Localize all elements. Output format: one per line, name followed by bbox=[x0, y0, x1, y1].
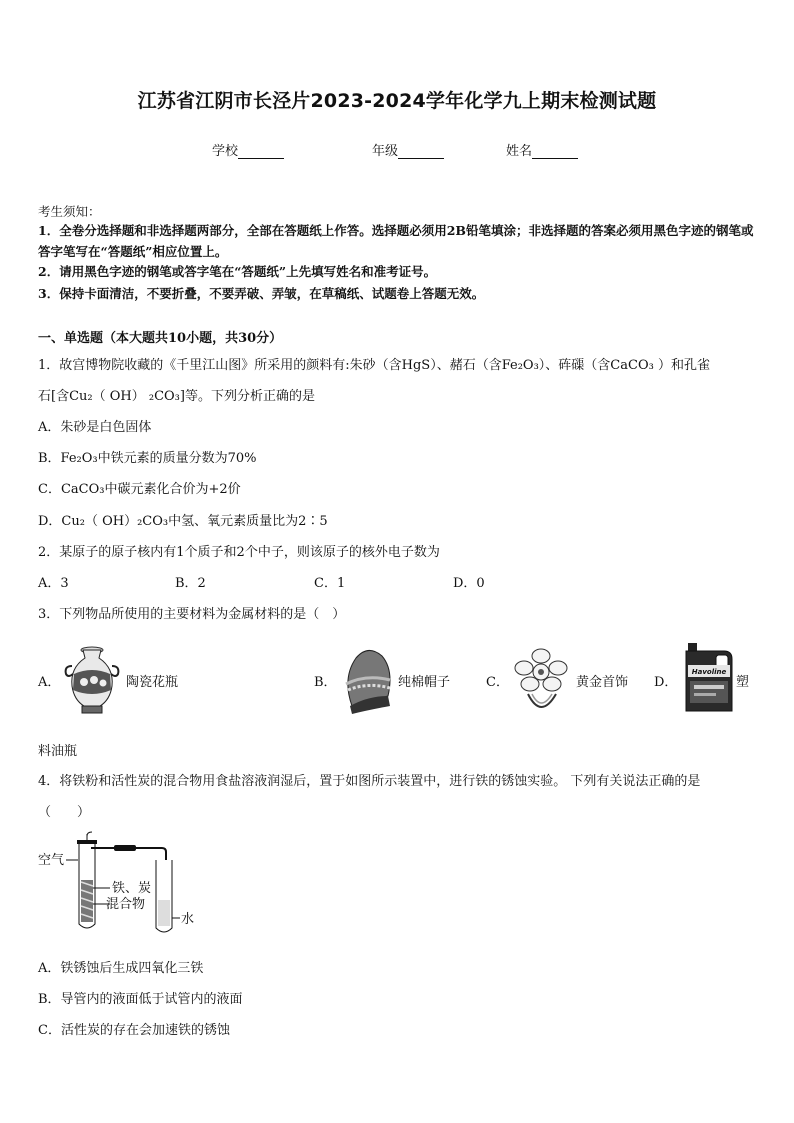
name-blank[interactable] bbox=[532, 144, 578, 159]
bottle-brand: Havoline bbox=[691, 668, 727, 676]
q1-option-a[interactable]: A．朱砂是白色固体 bbox=[38, 420, 152, 435]
q4-option-c[interactable]: C．活性炭的存在会加速铁的锈蚀 bbox=[38, 1023, 230, 1038]
q2-option-d[interactable]: D．0 bbox=[453, 576, 485, 591]
section-heading: 一、单选题（本大题共10小题，共30分） bbox=[38, 331, 283, 346]
school-field[interactable] bbox=[212, 140, 284, 159]
q3-option-c-text[interactable]: 黄金首饰 bbox=[576, 675, 629, 690]
q2-option-c[interactable]: C．1 bbox=[314, 576, 346, 591]
q1-option-b[interactable]: B．Fe₂O₃中铁元素的质量分数为70% bbox=[38, 451, 257, 466]
mixture-label-line2: 混合物 bbox=[106, 897, 146, 912]
q3-option-d-text-b[interactable]: 料油瓶 bbox=[38, 744, 78, 759]
notice-item-3: 3．保持卡面清洁，不要折叠，不要弄破、弄皱，在草稿纸、试题卷上答题无效。 bbox=[38, 286, 485, 301]
air-label: 空气 bbox=[38, 853, 65, 868]
grade-label: 年级 bbox=[372, 144, 399, 159]
q1-stem-line2: 石[含Cu₂（ OH） ₂CO₃]等。下列分析正确的是 bbox=[38, 389, 315, 404]
q3-option-a-text[interactable]: 陶瓷花瓶 bbox=[126, 675, 179, 690]
notice-item-2: 2．请用黑色字迹的钢笔或答字笔在“答题纸”上先填写姓名和准考证号。 bbox=[38, 264, 437, 279]
q4-option-b[interactable]: B．导管内的液面低于试管内的液面 bbox=[38, 992, 243, 1007]
gold-jewelry-icon bbox=[510, 642, 572, 718]
grade-blank[interactable] bbox=[398, 144, 444, 159]
q3-option-b-letter[interactable]: B． bbox=[314, 675, 337, 690]
q4-stem-line2: （ ） bbox=[38, 805, 91, 820]
school-blank[interactable] bbox=[238, 144, 284, 159]
q4-option-a[interactable]: A．铁锈蚀后生成四氧化三铁 bbox=[38, 961, 204, 976]
q1-stem-line1: 1．故宫博物院收藏的《千里江山图》所采用的颜料有:朱砂（含HgS）、赭石（含Fe₂O₃）、砗磲（含CaCO₃ ）和孔雀 bbox=[38, 358, 710, 373]
knit-hat-icon bbox=[340, 644, 394, 714]
q2-option-b[interactable]: B．2 bbox=[175, 576, 206, 591]
water-label: 水 bbox=[181, 912, 195, 927]
q2-option-a[interactable]: A．3 bbox=[38, 576, 69, 591]
q2-stem: 2．某原子的原子核内有1个质子和2个中子，则该原子的核外电子数为 bbox=[38, 545, 440, 560]
page-title: 江苏省江阴市长泾片2023-2024学年化学九上期末检测试题 bbox=[137, 90, 657, 112]
name-label: 姓名 bbox=[506, 144, 533, 159]
q3-option-c-letter[interactable]: C． bbox=[486, 675, 509, 690]
school-label: 学校 bbox=[212, 144, 239, 159]
q4-stem-line1: 4．将铁粉和活性炭的混合物用食盐溶液润湿后，置于如图所示装置中，进行铁的锈蚀实验。 下列有关说法正确的是 bbox=[38, 774, 701, 789]
q3-option-d-letter[interactable]: D． bbox=[654, 675, 678, 690]
rusting-apparatus-diagram bbox=[36, 830, 196, 934]
q3-stem: 3．下列物品所使用的主要材料为金属材料的是（ ） bbox=[38, 607, 346, 622]
notice-heading: 考生须知： bbox=[38, 204, 101, 219]
name-field[interactable] bbox=[506, 140, 578, 159]
mixture-label-line1: 铁、炭 bbox=[112, 881, 152, 896]
porcelain-vase-icon bbox=[64, 644, 120, 716]
q3-option-b-text[interactable]: 纯棉帽子 bbox=[398, 675, 451, 690]
q1-option-c[interactable]: C．CaCO₃中碳元素化合价为+2价 bbox=[38, 482, 241, 497]
oil-bottle-icon bbox=[684, 641, 734, 713]
notice-item-1: 1．全卷分选择题和非选择题两部分，全部在答题纸上作答。选择题必须用2B铅笔填涂；非选择题的答案必须用黑色字迹的钢笔或答字笔写在“答题纸”相应位置上。 bbox=[38, 223, 754, 259]
q1-option-d[interactable]: D．Cu₂（ OH）₂CO₃中氢、氧元素质量比为2∶5 bbox=[38, 514, 328, 529]
q3-option-a-letter[interactable]: A． bbox=[38, 675, 61, 690]
q3-option-d-text-a[interactable]: 塑 bbox=[736, 675, 750, 690]
grade-field[interactable] bbox=[372, 140, 444, 159]
